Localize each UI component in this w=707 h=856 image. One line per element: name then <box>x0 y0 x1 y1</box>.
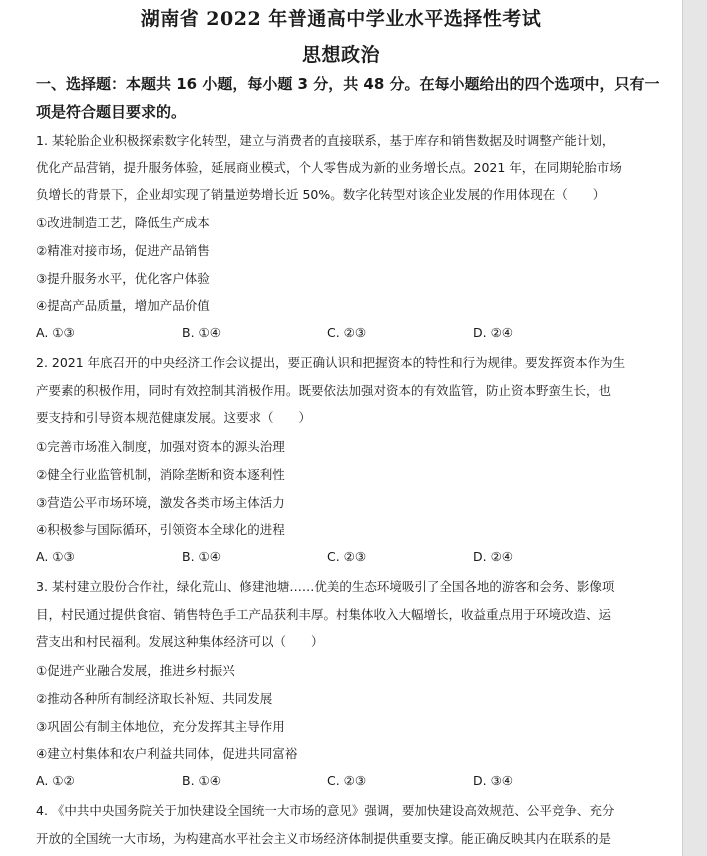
q2-item: ④积极参与国际循环，引领资本全球化的进程 <box>36 522 285 537</box>
vertical-scrollbar[interactable] <box>682 0 707 856</box>
q2-stem-line: 产要素的积极作用，同时有效控制其消极作用。既要依法加强对资本的有效监管，防止资本野蛮生长，也 <box>36 383 612 398</box>
section-heading-line1: 一、选择题：本题共 16 小题，每小题 3 分，共 48 分。在每小题给出的四个选项中，只有一 <box>36 75 660 93</box>
q4-stem-line: 4. 《中共中央国务院关于加快建设全国统一大市场的意见》强调，要加快建设高效规范、公平竞争、充分 <box>36 803 615 818</box>
q1-stem-line: 负增长的背景下，企业却实现了销量逆势增长近 50%。数字化转型对该企业发展的作用体现在（ ） <box>36 187 606 202</box>
q3-stem-line: 营支出和村民福利。发展这种集体经济可以（ ） <box>36 634 324 649</box>
subject-title: 思想政治 <box>301 44 380 66</box>
q1-stem-line: 1. 某轮胎企业积极探索数字化转型，建立与消费者的直接联系，基于库存和销售数据及时调整产能计划， <box>36 133 615 148</box>
q2-option-b: B. ①④ <box>182 549 221 564</box>
q3-stem-line: 目，村民通过提供食宿、销售特色手工产品获利丰厚。村集体收入大幅增长，收益重点用于环境改造、运 <box>36 607 612 622</box>
q1-item: ③提升服务水平，优化客户体验 <box>36 271 210 286</box>
q2-stem-line: 要支持和引导资本规范健康发展。这要求（ ） <box>36 410 312 425</box>
q3-item: ②推动各种所有制经济取长补短、共同发展 <box>36 691 273 706</box>
q2-item: ②健全行业监管机制，消除垄断和资本逐利性 <box>36 467 285 482</box>
q3-option-d: D. ③④ <box>473 773 513 788</box>
q3-option-a: A. ①② <box>36 773 75 788</box>
q1-item: ④提高产品质量，增加产品价值 <box>36 298 210 313</box>
q1-item: ①改进制造工艺，降低生产成本 <box>36 215 210 230</box>
section-heading-line2: 项是符合题目要求的。 <box>36 103 187 121</box>
q1-option-b: B. ①④ <box>182 325 221 340</box>
q3-item: ③巩固公有制主体地位，充分发挥其主导作用 <box>36 719 285 734</box>
q3-option-c: C. ②③ <box>327 773 367 788</box>
q1-stem-line: 优化产品营销，提升服务体验，延展商业模式，个人零售成为新的业务增长点。2021 年，在同期轮胎市场 <box>36 160 622 175</box>
q3-stem-line: 3. 某村建立股份合作社，绿化荒山、修建池塘……优美的生态环境吸引了全国各地的游客和会务、影像项 <box>36 579 615 594</box>
q3-item: ④建立村集体和农户利益共同体，促进共同富裕 <box>36 746 298 761</box>
q1-option-d: D. ②④ <box>473 325 513 340</box>
q2-item: ①完善市场准入制度，加强对资本的源头治理 <box>36 439 285 454</box>
q2-option-d: D. ②④ <box>473 549 513 564</box>
q3-item: ①促进产业融合发展，推进乡村振兴 <box>36 663 235 678</box>
q4-stem-line: 开放的全国统一大市场，为构建高水平社会主义市场经济体制提供重要支撑。能正确反映其内在联系的是 <box>36 831 612 846</box>
exam-title: 湖南省 2022 年普通高中学业水平选择性考试 <box>140 8 542 30</box>
q2-item: ③营造公平市场环境，激发各类市场主体活力 <box>36 495 285 510</box>
q1-option-a: A. ①③ <box>36 325 75 340</box>
q1-item: ②精准对接市场，促进产品销售 <box>36 243 210 258</box>
q3-option-b: B. ①④ <box>182 773 221 788</box>
q2-option-a: A. ①③ <box>36 549 75 564</box>
q1-option-c: C. ②③ <box>327 325 367 340</box>
q2-option-c: C. ②③ <box>327 549 367 564</box>
q2-stem-line: 2. 2021 年底召开的中央经济工作会议提出，要正确认识和把握资本的特性和行为规律。要发挥资本作为生 <box>36 355 626 370</box>
